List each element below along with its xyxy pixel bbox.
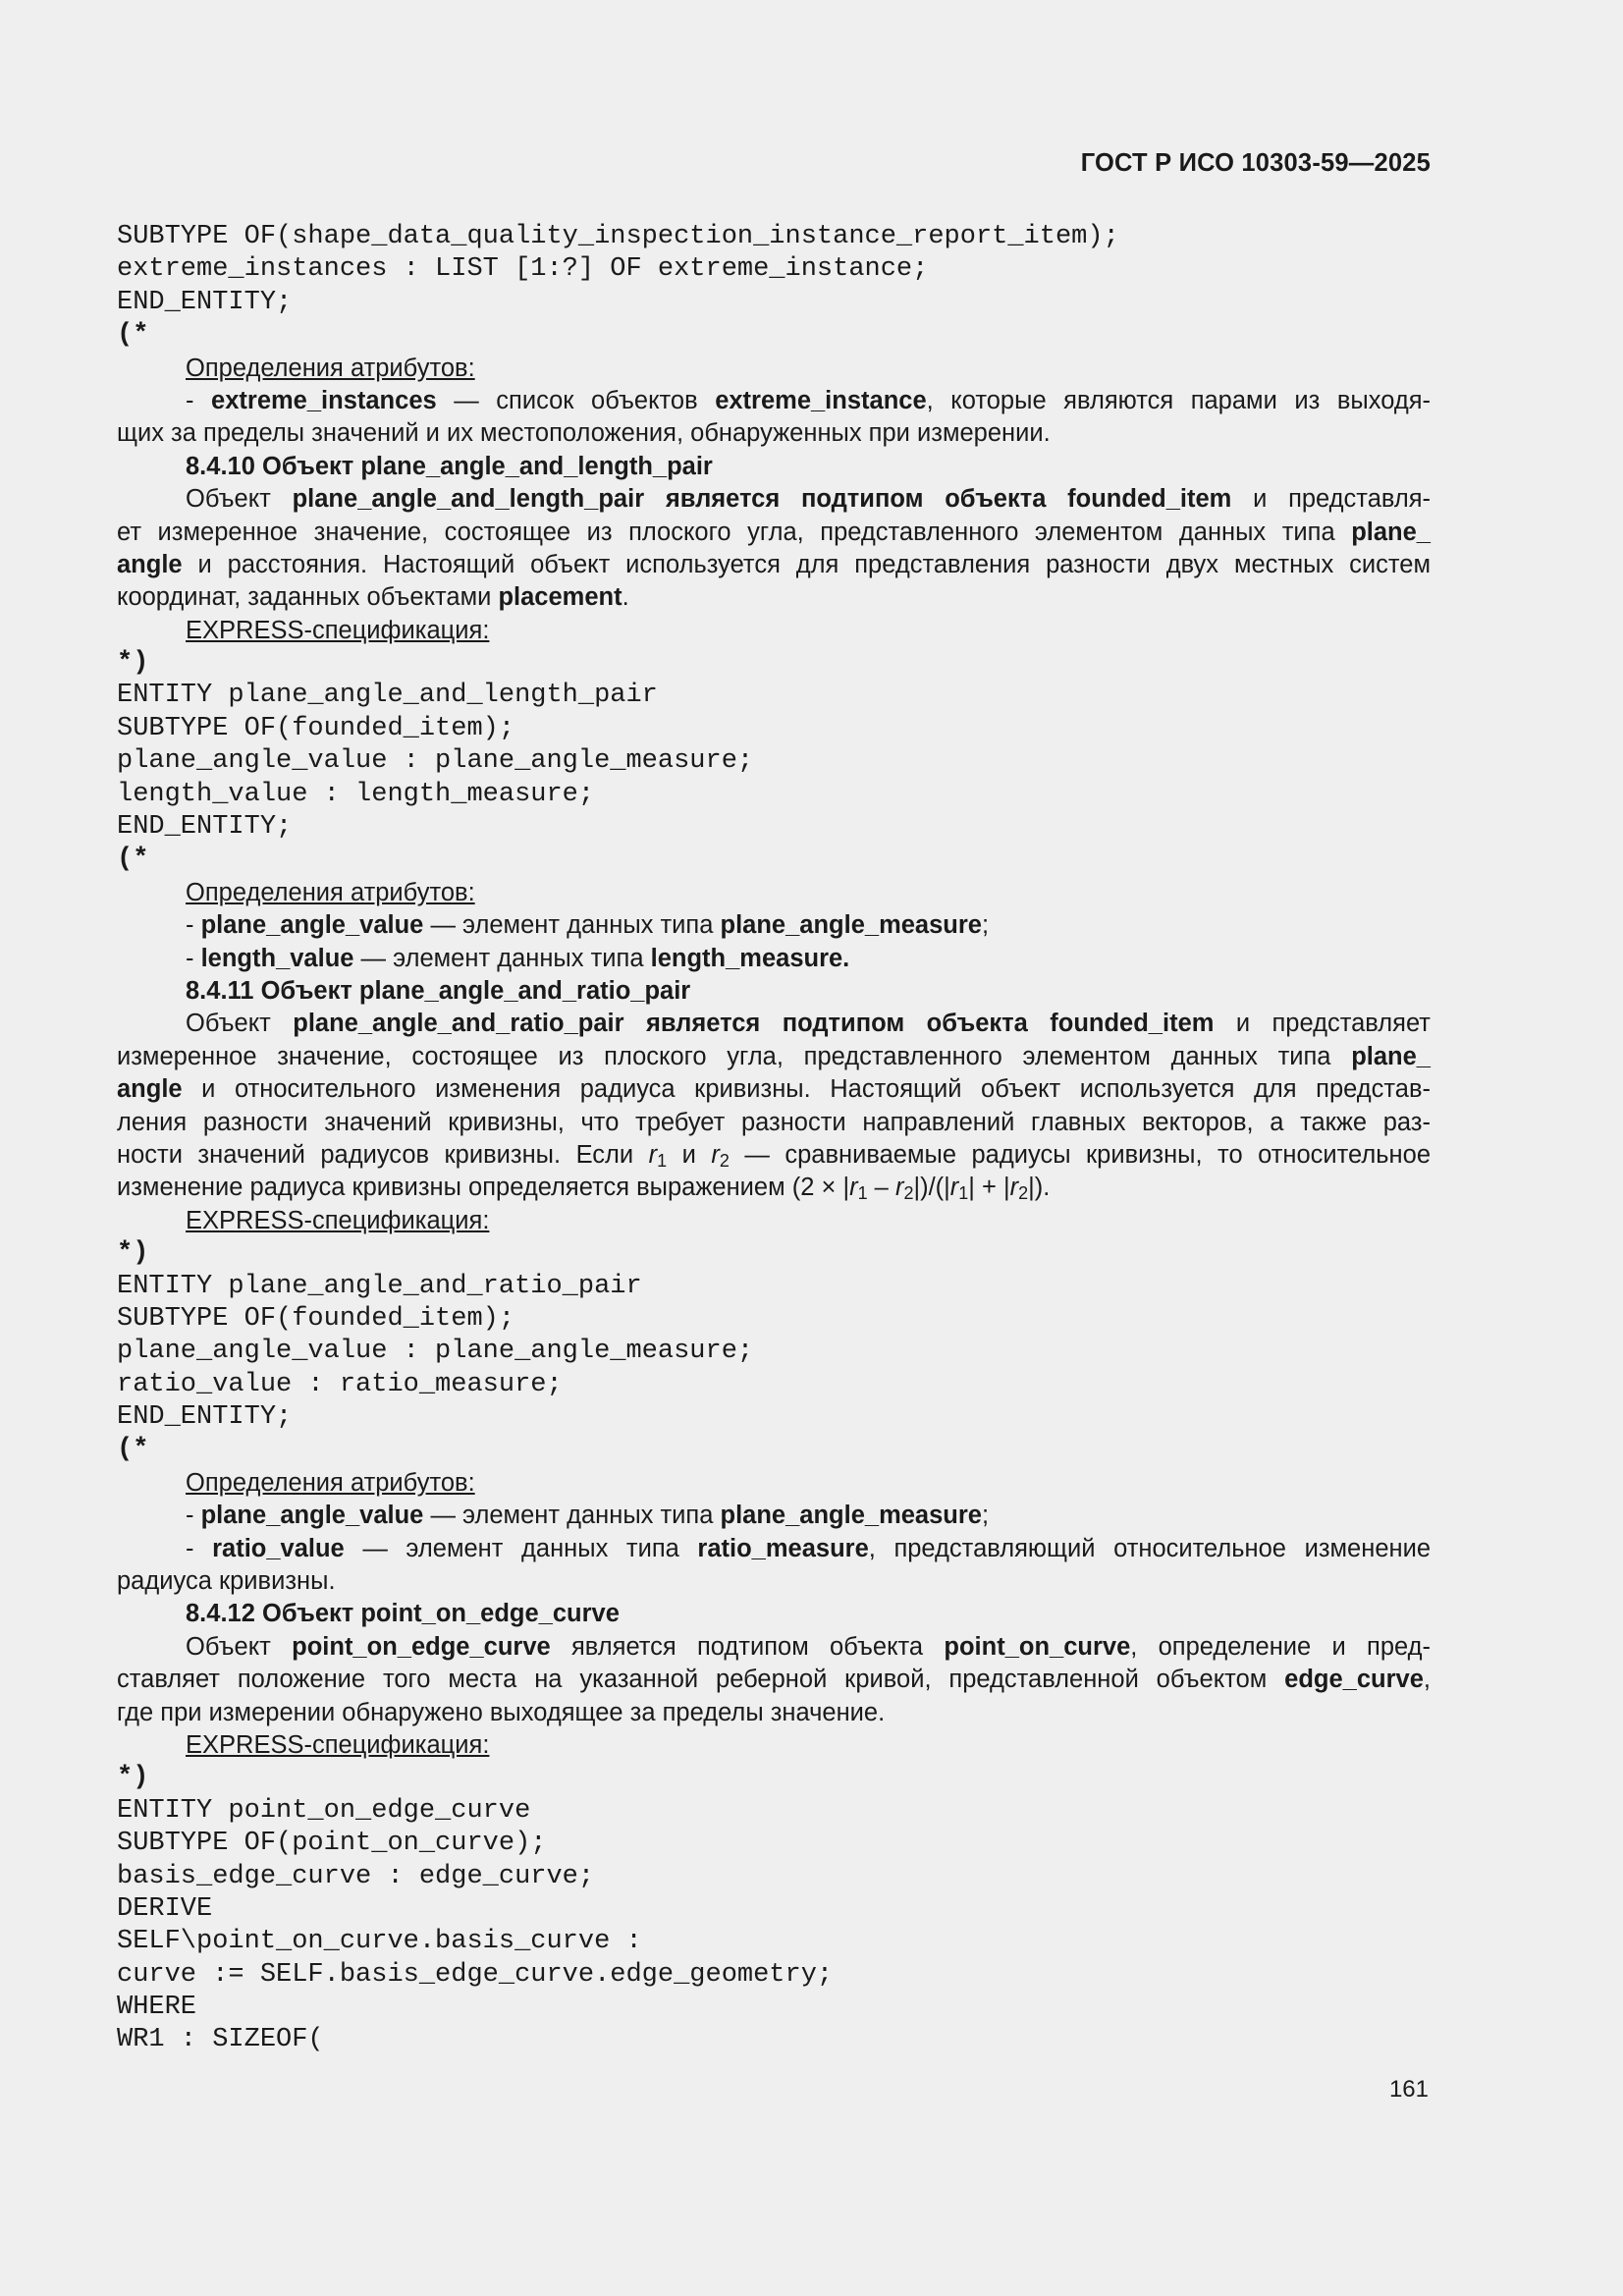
- text-run: SUBTYPE OF(founded_item);: [117, 1303, 515, 1334]
- text-run: 1: [657, 1150, 668, 1171]
- text-line: [117, 451, 1431, 483]
- text-run: |).: [1028, 1174, 1051, 1202]
- text-run: ratio_measure: [697, 1534, 869, 1562]
- text-run: DERIVE: [117, 1893, 213, 1924]
- text-run: радиуса кривизны.: [117, 1567, 336, 1596]
- text-run: Объект: [186, 485, 293, 514]
- page-body: [117, 221, 1431, 2057]
- text-line: [117, 1467, 1431, 1500]
- text-run: r: [949, 1174, 959, 1202]
- text-run: r: [1009, 1174, 1019, 1202]
- text-run: |)/(|: [913, 1174, 950, 1202]
- text-run: plane_: [1351, 1042, 1431, 1070]
- text-run: .: [622, 583, 629, 612]
- text-run: length_value : length_measure;: [117, 779, 595, 809]
- text-run: SUBTYPE OF(shape_data_quality_inspection_instance_report_item);: [117, 222, 1119, 251]
- text-line: [117, 1073, 1431, 1106]
- text-run: — элемент данных типа: [423, 911, 721, 940]
- text-line: [117, 1172, 1431, 1204]
- text-run: plane_angle_value: [200, 1502, 424, 1530]
- text-run: ENTITY point_on_edge_curve: [117, 1795, 531, 1826]
- text-line: [117, 1139, 1431, 1172]
- text-run: ratio_value: [212, 1534, 345, 1562]
- text-run: 1: [958, 1183, 969, 1204]
- text-run: r: [849, 1174, 858, 1202]
- code-line: [117, 1271, 1431, 1303]
- text-run: length_measure.: [650, 944, 850, 972]
- text-run: r: [648, 1140, 658, 1169]
- code-line: [117, 1861, 1431, 1893]
- text-run: координат, заданных объектами: [117, 583, 499, 612]
- code-line: [117, 1893, 1431, 1926]
- text-run: plane_angle_value : plane_angle_measure;: [117, 746, 754, 777]
- text-run: — элемент данных типа: [423, 1502, 721, 1530]
- text-line: [117, 1500, 1431, 1532]
- text-run: EXPRESS-спецификация:: [186, 1206, 490, 1234]
- text-run: и представляет: [1214, 1010, 1431, 1038]
- text-line: [117, 909, 1431, 942]
- code-line: [117, 1434, 1431, 1466]
- text-run: -: [186, 386, 212, 414]
- text-line: [117, 1729, 1431, 1762]
- text-run: ENTITY plane_angle_and_ratio_pair: [117, 1271, 642, 1301]
- text-run: point_on_curve: [944, 1632, 1131, 1661]
- code-line: [117, 844, 1431, 876]
- text-run: 1: [857, 1183, 868, 1204]
- text-run: -: [186, 1534, 213, 1562]
- text-run: ности значений радиусов кривизны. Если: [117, 1140, 649, 1169]
- text-run: -: [186, 911, 201, 940]
- text-run: — список объектов: [436, 386, 716, 414]
- text-line: [117, 1697, 1431, 1729]
- code-line: [117, 1926, 1431, 1958]
- text-run: где при измерении обнаружено выходящее за пределы значение.: [117, 1698, 886, 1726]
- code-line: [117, 319, 1431, 352]
- text-line: [117, 615, 1431, 647]
- text-run: extreme_instances : LIST [1:?] OF extreme_instance;: [117, 254, 929, 285]
- text-run: Определения атрибутов:: [186, 878, 475, 906]
- text-run: EXPRESS-спецификация:: [186, 1730, 490, 1759]
- text-run: curve := SELF.basis_edge_curve.edge_geometry;: [117, 1959, 834, 1990]
- text-line: [117, 483, 1431, 516]
- text-run: point_on_edge_curve: [292, 1632, 551, 1661]
- text-line: [117, 549, 1431, 581]
- text-line: [117, 1598, 1431, 1630]
- text-run: ет измеренное значение, состоящее из плоского угла, представленного элементом данных типа: [117, 518, 1352, 546]
- text-run: (*: [117, 1435, 149, 1465]
- text-run: ratio_value : ratio_measure;: [117, 1369, 563, 1399]
- text-run: END_ENTITY;: [117, 1402, 293, 1433]
- text-run: , представляющий относительное изменение: [868, 1534, 1432, 1562]
- text-run: и расстояния. Настоящий объект используется для представления разности двух местных систем: [182, 550, 1431, 578]
- text-line: [117, 517, 1431, 549]
- code-line: [117, 745, 1431, 778]
- text-line: [117, 417, 1431, 450]
- text-run: edge_curve: [1284, 1666, 1424, 1694]
- code-line: [117, 713, 1431, 745]
- text-line: [117, 1631, 1431, 1664]
- text-run: — элемент данных типа: [344, 1534, 698, 1562]
- text-run: plane_angle_and_ratio_pair является подтипом объекта founded_item: [293, 1010, 1215, 1038]
- text-run: (*: [117, 845, 149, 875]
- text-run: SUBTYPE OF(point_on_curve);: [117, 1829, 547, 1859]
- text-run: ставляет положение того места на указанной реберной кривой, представленной объектом: [117, 1666, 1285, 1694]
- code-line: [117, 1795, 1431, 1828]
- text-run: r: [894, 1174, 904, 1202]
- text-run: SUBTYPE OF(founded_item);: [117, 713, 515, 743]
- code-line: [117, 680, 1431, 712]
- text-line: [117, 353, 1431, 385]
- text-run: -: [186, 944, 201, 972]
- code-line: [117, 1959, 1431, 1992]
- code-line: [117, 647, 1431, 680]
- text-run: ;: [981, 1502, 990, 1530]
- text-line: [117, 1565, 1431, 1598]
- text-run: и относительного изменения радиуса кривизны. Настоящий объект используется для представ-: [182, 1075, 1431, 1104]
- text-run: (*: [117, 320, 149, 351]
- text-run: 8.4.10 Объект plane_angle_and_length_pair: [186, 452, 713, 480]
- text-run: 2: [1018, 1183, 1029, 1204]
- code-line: [117, 1336, 1431, 1368]
- text-run: и: [667, 1140, 712, 1169]
- code-line: [117, 811, 1431, 844]
- text-run: 2: [719, 1150, 730, 1171]
- code-line: [117, 1237, 1431, 1270]
- text-run: 2: [903, 1183, 914, 1204]
- text-run: plane_: [1351, 518, 1431, 546]
- text-run: ,: [1423, 1666, 1431, 1694]
- text-run: plane_angle_and_length_pair является подтипом объекта founded_item: [292, 485, 1232, 514]
- text-run: щих за пределы значений и их местоположения, обнаруженных при измерении.: [117, 419, 1051, 448]
- text-run: и представля-: [1231, 485, 1432, 514]
- text-run: 8.4.12 Объект point_on_edge_curve: [186, 1600, 620, 1628]
- text-run: Объект: [186, 1632, 293, 1661]
- text-run: измеренное значение, состоящее из плоского угла, представленного элементом данных типа: [117, 1042, 1352, 1070]
- text-line: [117, 943, 1431, 975]
- code-line: [117, 287, 1431, 319]
- text-run: *): [117, 648, 149, 679]
- text-run: *): [117, 1763, 149, 1793]
- text-run: является подтипом объекта: [550, 1632, 945, 1661]
- code-line: [117, 1369, 1431, 1401]
- code-line: [117, 779, 1431, 811]
- text-line: [117, 1533, 1431, 1565]
- text-line: [117, 975, 1431, 1008]
- text-run: placement: [498, 583, 622, 612]
- text-line: [117, 581, 1431, 614]
- text-run: WHERE: [117, 1993, 197, 2023]
- text-line: [117, 385, 1431, 417]
- code-line: [117, 253, 1431, 286]
- code-line: [117, 221, 1431, 253]
- text-line: [117, 1664, 1431, 1696]
- text-run: plane_angle_value : plane_angle_measure;: [117, 1337, 754, 1367]
- text-run: | + |: [968, 1174, 1010, 1202]
- text-run: изменение радиуса кривизны определяется выражением (2 × |: [117, 1174, 850, 1202]
- code-line: [117, 1828, 1431, 1860]
- document-header: ГОСТ Р ИСО 10303-59—2025: [1080, 149, 1431, 177]
- text-run: , определение и пред-: [1130, 1632, 1431, 1661]
- text-run: length_value: [200, 944, 354, 972]
- text-run: r: [711, 1140, 720, 1169]
- text-run: –: [867, 1174, 895, 1202]
- text-run: plane_angle_value: [200, 911, 424, 940]
- text-run: 8.4.11 Объект plane_angle_and_ratio_pair: [186, 976, 691, 1005]
- code-line: [117, 1762, 1431, 1794]
- text-run: -: [186, 1502, 201, 1530]
- text-run: , которые являются парами из выходя-: [926, 386, 1431, 414]
- text-run: Определения атрибутов:: [186, 354, 475, 382]
- code-line: [117, 1992, 1431, 2024]
- text-run: SELF\point_on_curve.basis_curve :: [117, 1927, 642, 1957]
- text-run: — элемент данных типа: [353, 944, 651, 972]
- text-run: extreme_instance: [715, 386, 927, 414]
- text-run: plane_angle_measure: [720, 1502, 982, 1530]
- text-run: ENTITY plane_angle_and_length_pair: [117, 681, 658, 711]
- text-run: ления разности значений кривизны, что требует разности направлений главных векторов, а также раз-: [117, 1108, 1431, 1136]
- text-run: extreme_instances: [211, 386, 437, 414]
- text-run: WR1 : SIZEOF(: [117, 2025, 324, 2055]
- text-line: [117, 1041, 1431, 1073]
- text-run: ;: [981, 911, 990, 940]
- text-run: EXPRESS-спецификация:: [186, 616, 490, 644]
- text-line: [117, 877, 1431, 909]
- text-run: END_ENTITY;: [117, 287, 293, 317]
- code-line: [117, 1303, 1431, 1336]
- code-line: [117, 2024, 1431, 2056]
- text-line: [117, 1205, 1431, 1237]
- text-run: — сравниваемые радиусы кривизны, то относительное: [729, 1140, 1432, 1169]
- text-run: plane_angle_measure: [720, 911, 982, 940]
- text-run: angle: [117, 550, 183, 578]
- page-number: 161: [1388, 2076, 1429, 2103]
- text-run: Определения атрибутов:: [186, 1468, 475, 1497]
- text-line: [117, 1107, 1431, 1139]
- text-line: [117, 1008, 1431, 1040]
- code-line: [117, 1401, 1431, 1434]
- text-run: basis_edge_curve : edge_curve;: [117, 1861, 595, 1891]
- text-run: angle: [117, 1075, 183, 1104]
- text-run: *): [117, 1238, 149, 1269]
- text-run: Объект: [186, 1010, 294, 1038]
- text-run: END_ENTITY;: [117, 812, 293, 843]
